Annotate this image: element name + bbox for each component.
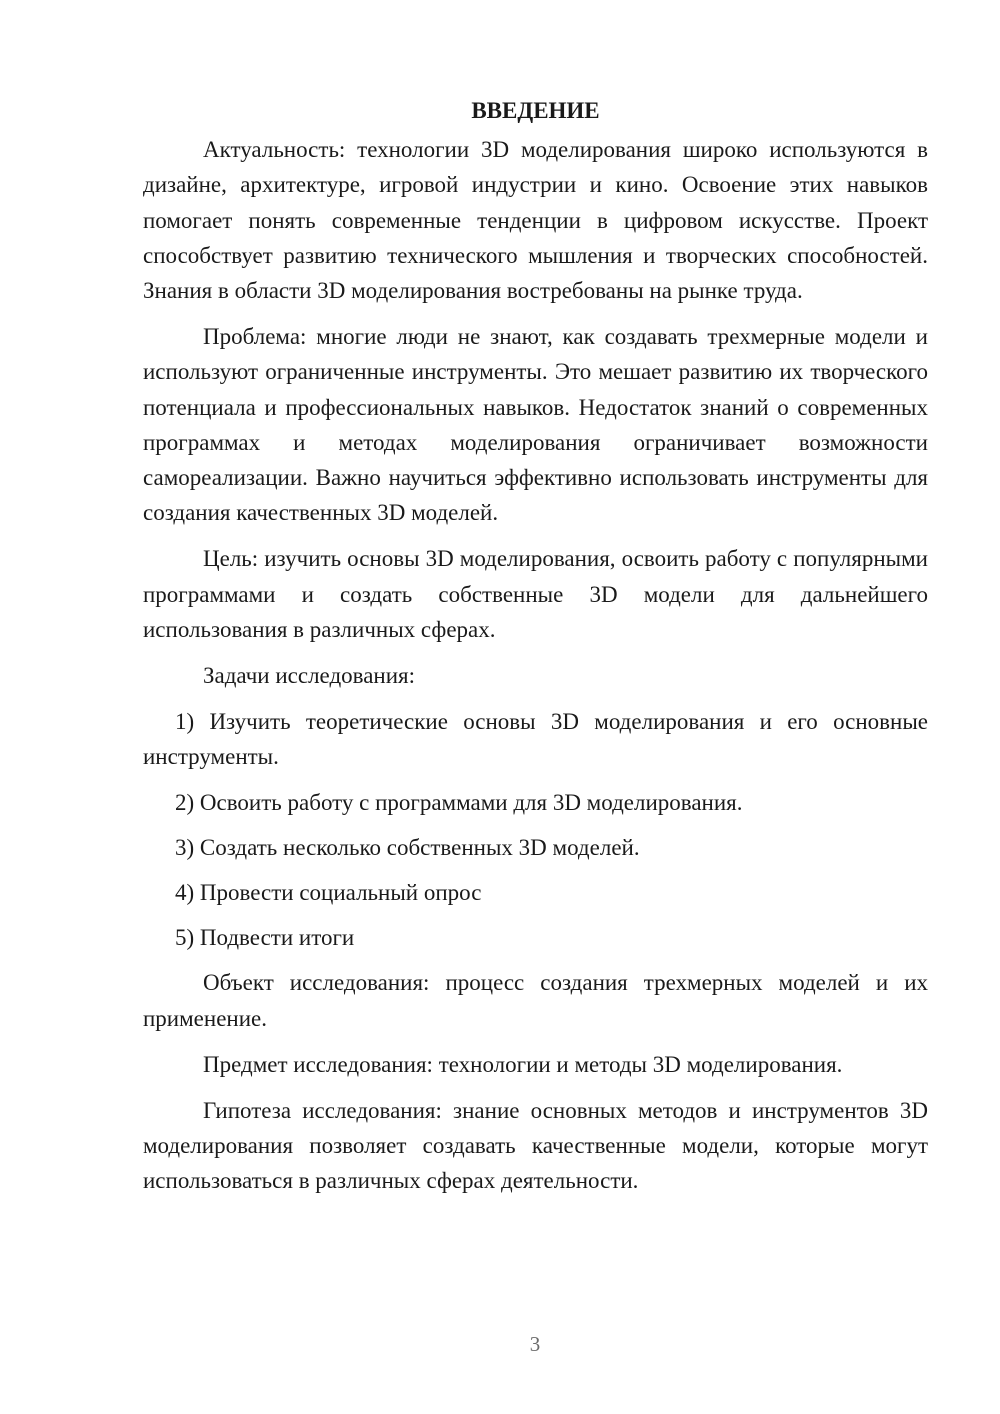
list-item: 4) Провести социальный опрос: [175, 880, 482, 906]
paragraph-goal: Цель: изучить основы 3D моделирования, освоить работу с популярными программами и создать собственные 3D модели для дальнейшего использования в различных сферах.: [143, 546, 928, 642]
list-item: 5) Подвести итоги: [175, 925, 355, 951]
tasks-list: [143, 704, 928, 955]
page-content: [143, 93, 928, 1210]
paragraph-problem: Проблема: многие люди не знают, как создавать трехмерные модели и используют ограниченные инструменты. Это мешает развитию их творческого потенциала и профессиональных навыков. Недостаток знаний о современных программах и методах моделирования ограничивает возможности самореализации. Важно научиться эффективно использовать инструменты для создания качественных 3D моделей.: [143, 324, 928, 526]
list-item: 2) Освоить работу с программами для 3D моделирования.: [175, 789, 743, 815]
tasks-heading: Задачи исследования:: [203, 663, 416, 689]
list-item: 1) Изучить теоретические основы 3D моделирования и его основные инструменты.: [143, 709, 928, 770]
list-item: 3) Создать несколько собственных 3D моделей.: [175, 834, 640, 860]
paragraph-hypothesis: Гипотеза исследования: знание основных методов и инструментов 3D моделирования позволяет создавать качественные модели, которые могут использоваться в различных сферах деятельности.: [143, 1098, 928, 1194]
paragraph-object: Объект исследования: процесс создания трехмерных моделей и их применение.: [143, 970, 928, 1031]
paragraph-subject: Предмет исследования: технологии и методы 3D моделирования.: [203, 1051, 843, 1077]
paragraph-relevance: Актуальность: технологии 3D моделирования широко используются в дизайне, архитектуре, игровой индустрии и кино. Освоение этих навыков помогает понять современные тенденции в цифровом искусстве. Проект способствует развитию технического мышления и творческих способностей. Знания в области 3D моделирования востребованы на рынке труда.: [143, 137, 928, 304]
page-number: 3: [529, 1332, 541, 1356]
page-title: ВВЕДЕНИЕ: [471, 98, 600, 123]
